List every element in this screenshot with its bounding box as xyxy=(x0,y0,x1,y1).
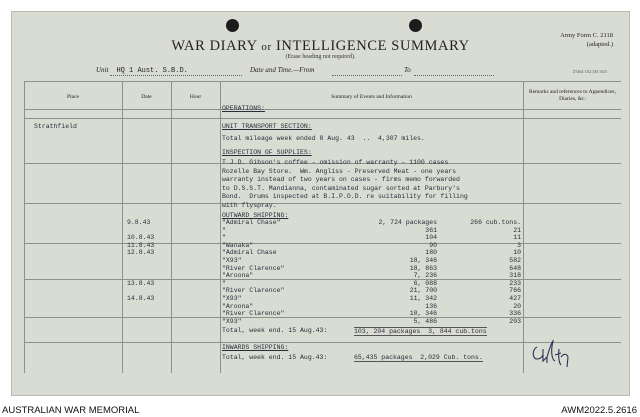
shipping-packages: 5, 486 xyxy=(413,317,437,325)
shipping-packages: 10, 346 xyxy=(409,310,437,318)
shipping-tons: 766 xyxy=(509,287,521,295)
date-time-label: Date and Time.—From xyxy=(250,66,315,74)
shipping-tons: 21 xyxy=(513,226,521,234)
operations-heading: OPERATIONS: xyxy=(222,105,265,112)
shipping-date: 14.8.43 xyxy=(127,295,155,302)
shipping-vessel: "Wanaka" xyxy=(222,241,254,249)
shipping-packages: 361 xyxy=(425,226,437,234)
shipping-vessel: "Aroona" xyxy=(222,302,254,310)
shipping-tons: 233 xyxy=(509,279,521,287)
shipping-packages: 2, 724 packages xyxy=(378,219,437,226)
shipping-packages: 11, 342 xyxy=(409,295,437,302)
punch-hole xyxy=(409,19,422,32)
punch-hole xyxy=(226,19,239,32)
shipping-vessel: "River Clarence" xyxy=(222,310,285,318)
place-strathfield: Strathfield xyxy=(34,123,77,130)
shipping-tons: 10 xyxy=(513,249,521,257)
shipping-tons: 318 xyxy=(509,272,521,280)
shipping-tons: 20 xyxy=(513,302,521,310)
inspection-line: Rozelle Bay Store. Wm. Angliss - Preserved Meat - one years xyxy=(222,167,457,175)
shipping-packages: 18, 863 xyxy=(409,264,437,272)
outward-heading: OUTWARD SHIPPING: xyxy=(222,212,289,219)
shipping-tons: 582 xyxy=(509,257,521,264)
shipping-tons: 427 xyxy=(509,295,521,302)
shipping-date: 10.8.43 xyxy=(127,234,155,242)
shipping-tons: 336 xyxy=(509,310,521,318)
inward-heading: INWARDS SHIPPING: xyxy=(222,344,289,351)
inspection-line: with flyspray. xyxy=(222,201,277,209)
to-label: To xyxy=(404,66,411,74)
inspection-line: to D.S.S.T. Mandianna, contaminated sugar sorted at Parbury's xyxy=(222,184,460,192)
col-header-remarks: Remarks and references to Appendices, Diaries, &c. xyxy=(529,89,616,102)
shipping-date: 11.8.43 xyxy=(127,241,155,249)
shipping-vessel: "Admiral Chase" xyxy=(222,219,281,226)
shipping-vessel: "X93" xyxy=(222,317,242,325)
shipping-vessel: "River Clarence" xyxy=(222,287,285,295)
inspection-line: T.J.D. Gibson's coffee - omission of warranty - 1100 cases xyxy=(222,159,449,166)
shipping-packages: 104 xyxy=(425,234,437,242)
shipping-date: 13.8.43 xyxy=(127,279,155,287)
shipping-tons: 3 xyxy=(517,241,521,249)
col-header-place: Place xyxy=(67,94,79,100)
outward-total-value: 103, 204 packages 3, 844 cub.tons xyxy=(354,328,487,335)
col-header-hour: Hour xyxy=(189,94,202,100)
signature xyxy=(531,337,571,371)
col-header-date: Date xyxy=(141,94,152,100)
page-title: WAR DIARY or INTELLIGENCE SUMMARY xyxy=(171,38,470,54)
unit-line: Unit HQ 1 Aust. S.B.D. xyxy=(96,66,188,75)
inspection-line: warranty instead of two years on cases - firms memo forwarded xyxy=(222,176,460,183)
shipping-packages: 21, 700 xyxy=(409,287,437,295)
shipping-date: 12.8.43 xyxy=(127,249,155,257)
outward-total-label: Total, week end. 15 Aug.43: xyxy=(222,327,328,334)
shipping-packages: 90 xyxy=(429,241,437,249)
shipping-vessel: "River Clarence" xyxy=(222,264,285,272)
shipping-packages: 180 xyxy=(425,249,437,257)
shipping-tons: 266 cub.tons. xyxy=(470,219,521,226)
shipping-packages: 6, 088 xyxy=(413,279,437,287)
shipping-vessel: "X93" xyxy=(222,295,242,302)
diary-sheet xyxy=(11,11,630,396)
shipping-packages: 18, 346 xyxy=(409,257,437,264)
shipping-date: 9.8.43 xyxy=(127,219,151,226)
shipping-packages: 7, 236 xyxy=(413,272,437,280)
form-reference: Army Form C. 2118 (adapted.) xyxy=(560,32,613,48)
mileage-line: Total mileage week ended 8 Aug. 43 .. 4,307 miles. xyxy=(222,135,425,142)
inward-total-label: Total, week end. 15 Aug.43: xyxy=(222,354,328,361)
shipping-vessel: " xyxy=(222,234,226,242)
inward-total-value: 65,435 packages 2,029 Cub. tons. xyxy=(354,354,483,361)
shipping-vessel: " xyxy=(222,279,226,287)
unit-value: HQ 1 Aust. S.B.D. xyxy=(116,67,188,75)
shipping-tons: 11 xyxy=(513,234,521,242)
shipping-vessel: " xyxy=(222,226,226,234)
shipping-vessel: "Admiral Chase xyxy=(222,249,277,257)
inspection-line: Bond. Drums inspected at B.I.P.O.D. re suitability for filling xyxy=(222,193,468,200)
diary-table xyxy=(24,81,621,373)
erase-note: (Erase heading not required). xyxy=(285,54,356,60)
shipping-vessel: "X93" xyxy=(222,257,242,264)
shipping-tons: 648 xyxy=(509,264,521,272)
shipping-packages: 136 xyxy=(425,302,437,310)
col-header-summary: Summary of Events and Information xyxy=(331,94,412,100)
footer-left: AUSTRALIAN WAR MEMORIAL xyxy=(2,405,140,416)
footer-right: AWM2022.5.2616 xyxy=(561,405,637,416)
inspection-heading: INSPECTION OF SUPPLIES: xyxy=(222,149,312,156)
shipping-tons: 203 xyxy=(509,317,521,325)
transport-heading: UNIT TRANSPORT SECTION: xyxy=(222,123,312,130)
shipping-vessel: "Aroona" xyxy=(222,272,254,280)
print-code: Z5464 1/42 3M 1633 xyxy=(572,69,607,74)
